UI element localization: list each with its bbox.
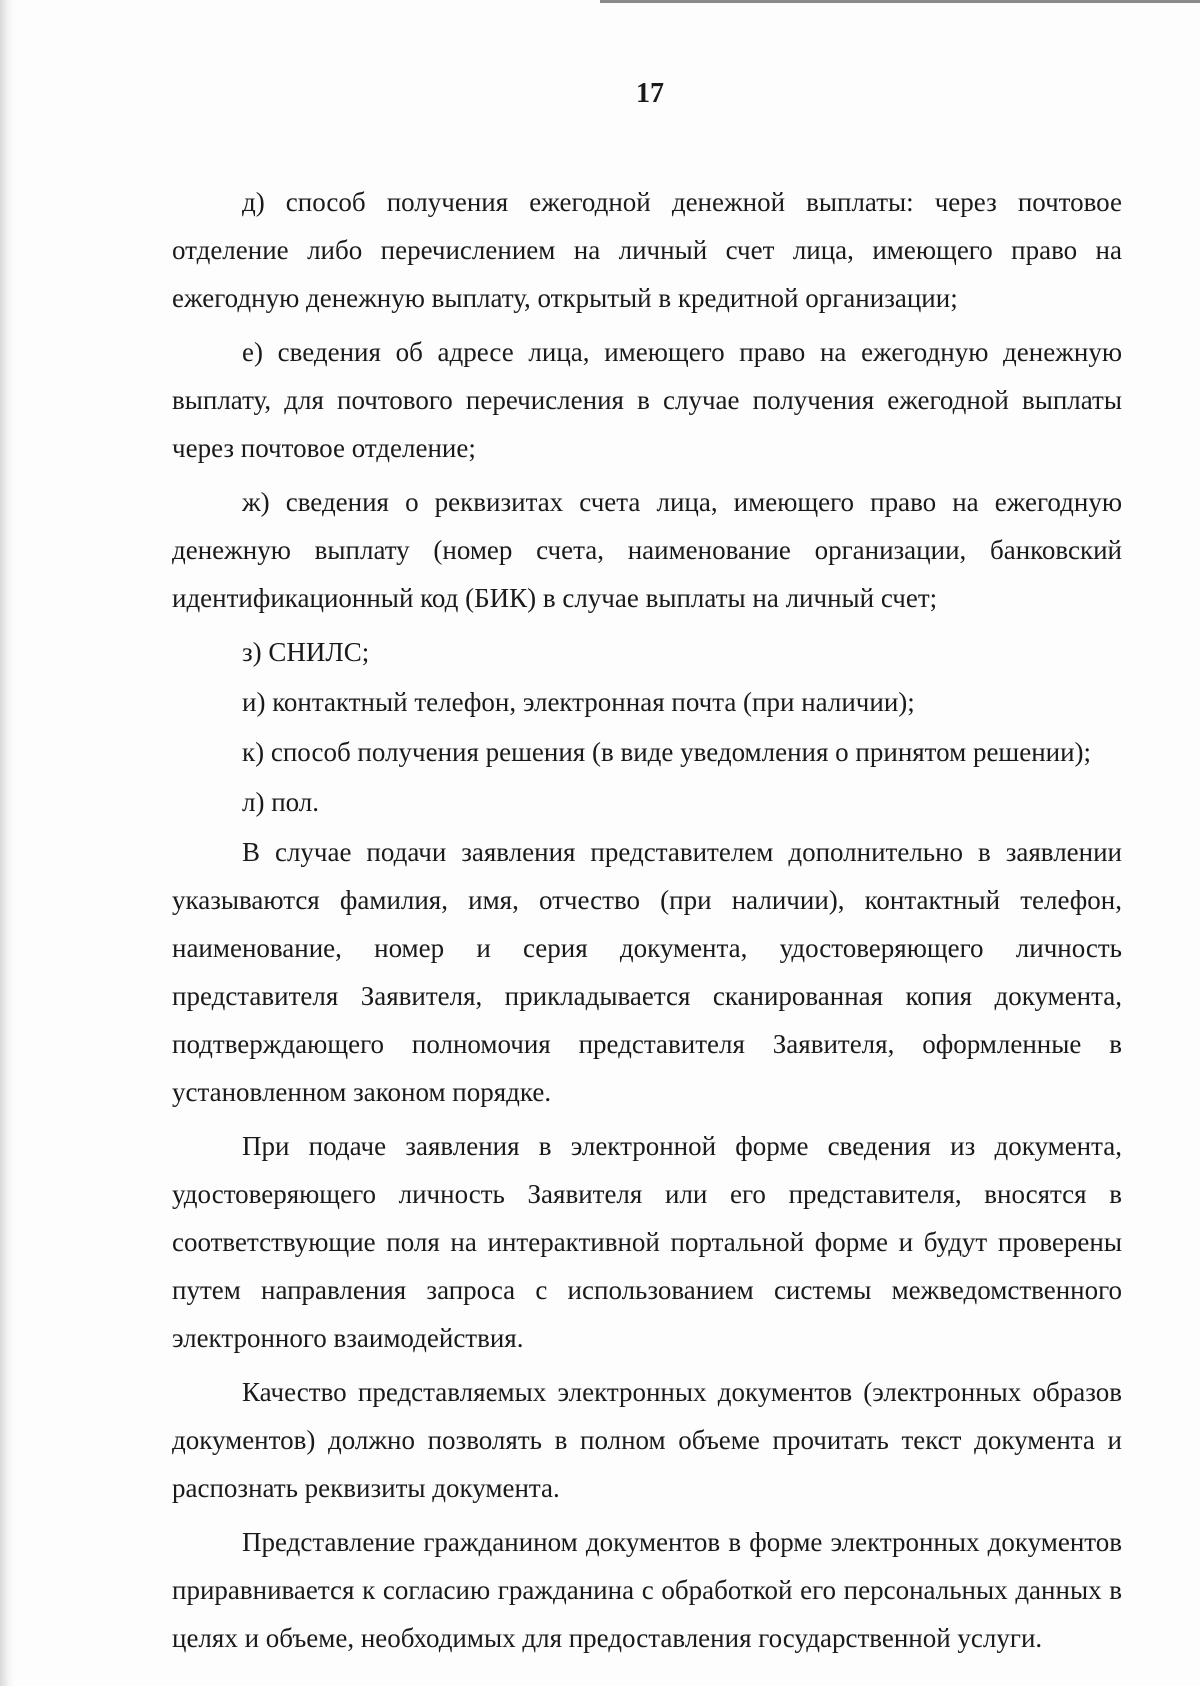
top-rule xyxy=(600,0,1200,3)
paragraph-consent: Представление гражданином документов в форме электронных документов приравнивается к согласию гражданина с обработкой его персональных данных в целях и объеме, необходимых для предоставления государственной услуги. xyxy=(172,1527,1122,1653)
paragraph-representative: В случае подачи заявления представителем дополнительно в заявлении указываются фамилия, имя, отчество (при наличии), контактный телефон, наименование, номер и серия документа, удостоверяющего личность представителя Заявителя, прикладывается сканированная копия документа, подтверждающего полномочия представителя Заявителя, оформленные в установленном законом порядке. xyxy=(172,837,1122,1107)
page-number: 17 xyxy=(636,78,664,109)
paragraph-quality: Качество представляемых электронных документов (электронных образов документов) должно позволять в полном объеме прочитать текст документа и распознать реквизиты документа. xyxy=(172,1377,1122,1503)
scan-edge xyxy=(0,0,14,1686)
document-body xyxy=(172,178,1122,1668)
paragraph-l: л) пол. xyxy=(242,787,320,817)
paragraph-z: з) СНИЛС; xyxy=(242,637,370,667)
paragraph-zh: ж) сведения о реквизитах счета лица, имеющего право на ежегодную денежную выплату (номер счета, наименование организации, банковский идентификационный код (БИК) в случае выплаты на личный счет; xyxy=(172,487,1122,613)
paragraph-electronic-form: При подаче заявления в электронной форме сведения из документа, удостоверяющего личность Заявителя или его представителя, вносятся в соответствующие поля на интерактивной портальной форме и будут проверены путем направления запроса с использованием системы межведомственного электронного взаимодействия. xyxy=(172,1131,1122,1353)
paragraph-i: и) контактный телефон, электронная почта (при наличии); xyxy=(242,687,915,717)
paragraph-e: е) сведения об адресе лица, имеющего право на ежегодную денежную выплату, для почтового перечисления в случае получения ежегодной выплаты через почтовое отделение; xyxy=(172,337,1122,463)
paragraph-k: к) способ получения решения (в виде уведомления о принятом решении); xyxy=(242,737,1092,767)
paragraph-d: д) способ получения ежегодной денежной выплаты: через почтовое отделение либо перечислением на личный счет лица, имеющего право на ежегодную денежную выплату, открытый в кредитной организации; xyxy=(172,187,1122,313)
